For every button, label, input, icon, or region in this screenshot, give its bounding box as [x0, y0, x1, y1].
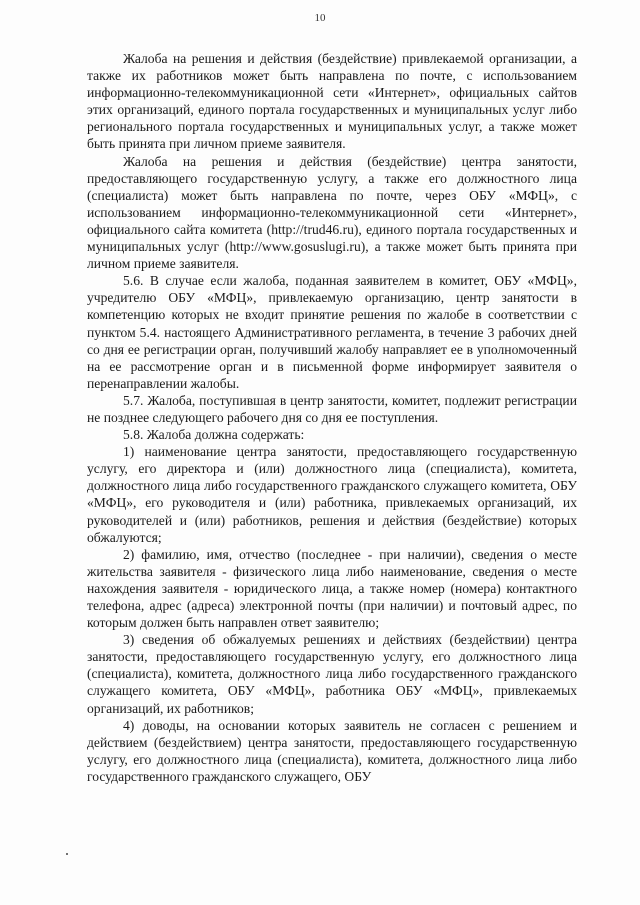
paragraph-5-7: 5.7. Жалоба, поступившая в центр занятости, комитет, подлежит регистрации не позднее следующего рабочего дня со дня ее поступления. — [87, 392, 577, 425]
document-body — [87, 50, 577, 785]
paragraph-5-8: 5.8. Жалоба должна содержать: — [123, 427, 305, 443]
scan-speck — [66, 853, 68, 855]
page-number: 10 — [314, 12, 326, 24]
list-item-1: 1) наименование центра занятости, предоставляющего государственную услугу, его директора и (или) должностного лица (специалиста), комитета, должностного лица либо государственного гражданского служащего комитета, ОБУ «МФЦ», его руководителя и (или) работника, привлекаемых организаций, их руководителей и (или) работников, решения и действия (бездействие) которых обжалуются; — [87, 444, 577, 545]
list-item-3: 3) сведения об обжалуемых решениях и действиях (бездействии) центра занятости, предоставляющего государственную услугу, его должностного лица (специалиста), комитета, должностного лица либо государственного гражданского служащего комитета, ОБУ «МФЦ», работника ОБУ «МФЦ», привлекаемых организаций, их работников; — [87, 632, 577, 716]
paragraph-complaint-employment-center: Жалоба на решения и действия (бездействие) центра занятости, предоставляющего государственную услугу, а также его должностного лица (специалиста) может быть направлена по почте, через ОБУ «МФЦ», с использованием информационно-телекоммуникационной сети «Интернет», официального сайта комитета (http://trud46.ru), единого портала государственных и муниципальных услуг (http://www.gosuslugi.ru), а также может быть принята при личном приеме заявителя. — [87, 153, 577, 272]
paragraph-complaint-organizations: Жалоба на решения и действия (бездействие) привлекаемой организации, а также их работников может быть направлена по почте, с использованием информационно-телекоммуникационной сети «Интернет», официальных сайтов этих организаций, единого портала государственных и муниципальных услуг либо регионального портала государственных и муниципальных услуг, а также может быть принята при личном приеме заявителя. — [87, 51, 577, 152]
list-item-2: 2) фамилию, имя, отчество (последнее - при наличии), сведения о месте жительства заявителя - физического лица либо наименование, сведения о месте нахождения заявителя - юридического лица, а также номер (номера) контактного телефона, адрес (адреса) электронной почты (при наличии) и почтовый адрес, по которым должен быть направлен ответ заявителю; — [87, 546, 577, 631]
list-item-4: 4) доводы, на основании которых заявитель не согласен с решением и действием (бездействием) центра занятости, предоставляющего государственную услугу, его должностного лица (специалиста), комитета, должностного лица либо государственного гражданского служащего, ОБУ — [87, 717, 577, 784]
paragraph-5-6: 5.6. В случае если жалоба, поданная заявителем в комитет, ОБУ «МФЦ», учредителю ОБУ «МФЦ», привлекаемую организацию, центр занятости в компетенцию которых не входит принятие решения по жалобе в соответствии с пунктом 5.4. настоящего Административного регламента, в течение 3 рабочих дней со дня ее регистрации орган, получивший жалобу направляет ее в уполномоченный на ее рассмотрение орган и в письменной форме информирует заявителя о перенаправлении жалобы. — [87, 273, 577, 391]
